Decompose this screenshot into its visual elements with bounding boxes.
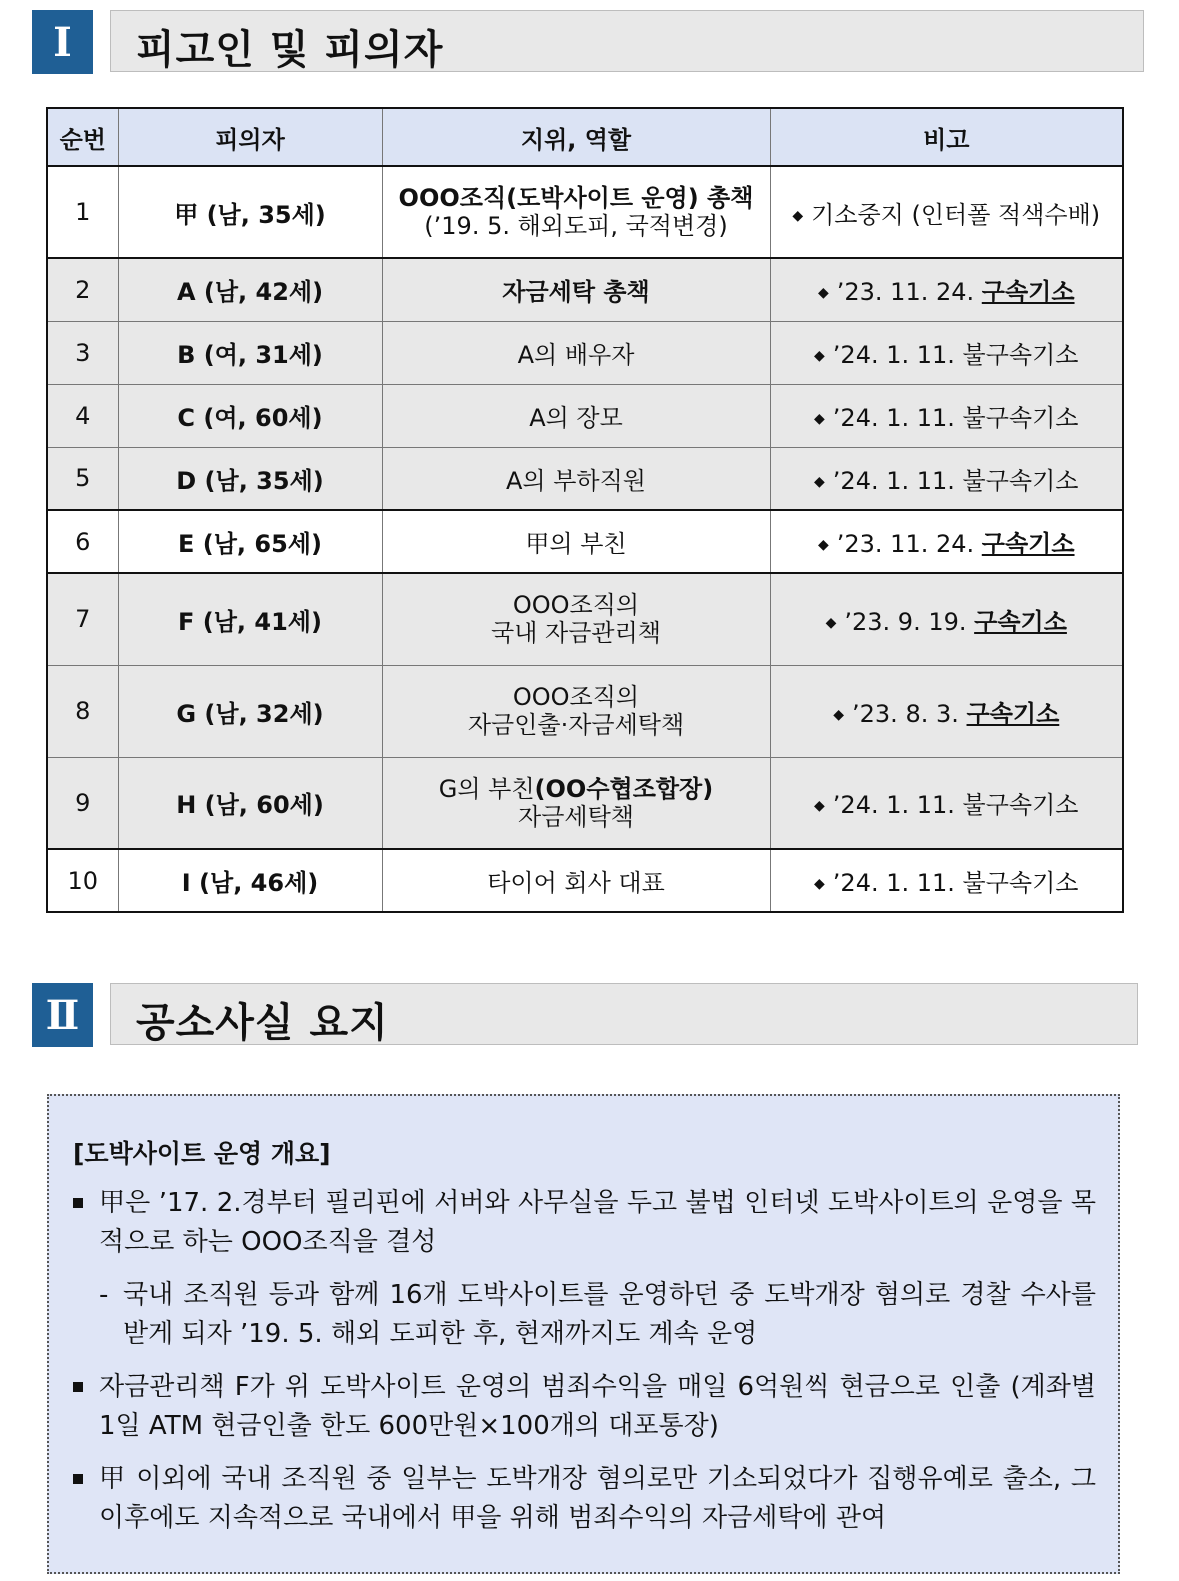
bullet-icon: ◆ (814, 876, 825, 892)
cell-name: E (남, 65세) (118, 510, 382, 573)
note-text: ’24. 1. 11. 불구속기소 (832, 869, 1079, 897)
cell-no: 7 (47, 573, 118, 665)
note-text: ’24. 1. 11. 불구속기소 (832, 466, 1079, 495)
note-text: ’23. 8. 3. (852, 699, 959, 728)
cell-no: 4 (47, 384, 118, 447)
table-row (47, 573, 1123, 665)
bullet-icon: ◆ (817, 285, 829, 302)
role-line-1 (387, 775, 766, 803)
table-header-row (47, 108, 1123, 166)
cell-no: 10 (47, 849, 118, 912)
cell-no: 3 (47, 321, 118, 384)
summary-item-text: 甲 이외에 국내 조직원 중 일부는 도박개장 혐의로만 기소되었다가 집행유예로 출소, 그 이후에도 지속적으로 국내에서 甲을 위해 범죄수익의 자금세탁에 관여 (99, 1464, 1096, 1533)
summary-item-3 (73, 1460, 1096, 1538)
cell-no: 8 (47, 665, 118, 757)
cell-note (770, 757, 1123, 849)
cell-note (770, 258, 1123, 321)
section-1-title: 피고인 및 피의자 (136, 27, 444, 73)
summary-subitem-text: 국내 조직원 등과 함께 16개 도박사이트를 운영하던 중 도박개장 혐의로 경찰 수사를 받게 되자 ’19. 5. 해외 도피한 후, 현재까지도 계속 운영 (123, 1280, 1096, 1349)
note-text: 기소중지 (인터폴 적색수배) (811, 200, 1101, 229)
bullet-icon: ◆ (814, 348, 825, 364)
cell-name: B (여, 31세) (118, 321, 382, 384)
role-line-1: OOO조직의 (512, 591, 640, 620)
cell-note (770, 849, 1123, 912)
summary-subitem-1 (73, 1276, 1096, 1354)
note-text: ’24. 1. 11. 불구속기소 (832, 791, 1079, 820)
section-2-number: Ⅱ (32, 983, 93, 1047)
bullet-icon: ◆ (825, 614, 837, 631)
role-bold: (OO수협조합장) (534, 774, 714, 803)
note-text: ’23. 11. 24. (836, 278, 975, 307)
bullet-icon: ◆ (814, 473, 825, 490)
cell-role (382, 573, 770, 665)
cell-no: 1 (47, 166, 118, 258)
summary-item-text: 자금관리책 F가 위 도박사이트 운영의 범죄수익을 매일 6억원씩 현금으로 인출 (계좌별 1일 ATM 현금인출 한도 600만원×100개의 대포통장) (99, 1372, 1096, 1441)
header-role: 지위, 역할 (382, 108, 770, 166)
square-bullet-icon (73, 1198, 83, 1208)
cell-note (770, 510, 1123, 573)
note-status: 구속기소 (974, 607, 1067, 636)
note-status: 구속기소 (966, 699, 1060, 728)
summary-box (47, 1094, 1120, 1574)
section-1-number: Ⅰ (32, 10, 93, 74)
cell-name: 甲 (남, 35세) (118, 166, 382, 258)
cell-name: G (남, 32세) (118, 665, 382, 757)
cell-note (770, 573, 1123, 665)
cell-role: A의 부하직원 (382, 447, 770, 510)
table-row (47, 510, 1123, 573)
cell-name: C (여, 60세) (118, 384, 382, 447)
cell-role: A의 장모 (382, 384, 770, 447)
role-line-2: 자금인출·자금세탁책 (467, 711, 685, 739)
note-status: 구속기소 (981, 530, 1075, 558)
cell-note (770, 665, 1123, 757)
cell-name: D (남, 35세) (118, 447, 382, 510)
cell-no: 9 (47, 757, 118, 849)
dash-bullet: - (99, 1280, 109, 1310)
note-text: ’23. 11. 24. (836, 530, 975, 558)
cell-name: H (남, 60세) (118, 757, 382, 849)
role-pre: G의 부친 (438, 774, 535, 803)
role-main: OOO조직(도박사이트 운영) 총책 (398, 184, 754, 212)
header-note: 비고 (770, 108, 1123, 166)
cell-no: 6 (47, 510, 118, 573)
summary-item-1 (73, 1184, 1096, 1262)
cell-role: 자금세탁 총책 (382, 258, 770, 321)
table-row (47, 849, 1123, 912)
note-status: 구속기소 (981, 278, 1075, 307)
cell-role: 타이어 회사 대표 (382, 849, 770, 912)
cell-role (382, 166, 770, 258)
summary-item-2 (73, 1368, 1096, 1446)
cell-role: A의 배우자 (382, 321, 770, 384)
cell-role (382, 757, 770, 849)
summary-item-text: 甲은 ’17. 2.경부터 필리핀에 서버와 사무실을 두고 불법 인터넷 도박사이트의 운영을 목적으로 하는 OOO조직을 결성 (99, 1188, 1096, 1257)
table-row (47, 384, 1123, 447)
table-row (47, 166, 1123, 258)
section-1-header (32, 10, 1144, 74)
defendants-table (46, 107, 1124, 913)
cell-note (770, 166, 1123, 258)
role-line-2: 자금세탁책 (518, 802, 634, 831)
cell-role (382, 665, 770, 757)
bullet-icon: ◆ (833, 706, 845, 723)
table-row (47, 757, 1123, 849)
table-row (47, 665, 1123, 757)
cell-no: 5 (47, 447, 118, 510)
role-sub: (’19. 5. 해외도피, 국적변경) (424, 212, 728, 240)
note-text: ’24. 1. 11. 불구속기소 (832, 404, 1079, 432)
note-text: ’24. 1. 11. 불구속기소 (832, 341, 1079, 369)
header-no: 순번 (47, 108, 118, 166)
cell-no: 2 (47, 258, 118, 321)
table-row (47, 447, 1123, 510)
section-2-title: 공소사실 요지 (136, 1000, 389, 1046)
role-line-1: OOO조직의 (512, 683, 640, 711)
summary-title: [도박사이트 운영 개요] (73, 1139, 331, 1168)
table-row (47, 258, 1123, 321)
section-2-header (32, 983, 1138, 1047)
bullet-icon: ◆ (814, 411, 825, 427)
cell-note (770, 321, 1123, 384)
square-bullet-icon (73, 1382, 83, 1392)
bullet-icon: ◆ (792, 207, 804, 224)
header-suspect: 피의자 (118, 108, 382, 166)
table-row (47, 321, 1123, 384)
cell-name: F (남, 41세) (118, 573, 382, 665)
bullet-icon: ◆ (814, 798, 825, 815)
role-line-2: 국내 자금관리책 (491, 619, 661, 648)
cell-name: I (남, 46세) (118, 849, 382, 912)
cell-note (770, 447, 1123, 510)
cell-name: A (남, 42세) (118, 258, 382, 321)
square-bullet-icon (73, 1474, 83, 1484)
cell-role: 甲의 부친 (382, 510, 770, 573)
note-text: ’23. 9. 19. (844, 607, 967, 636)
bullet-icon: ◆ (817, 537, 829, 553)
cell-note (770, 384, 1123, 447)
